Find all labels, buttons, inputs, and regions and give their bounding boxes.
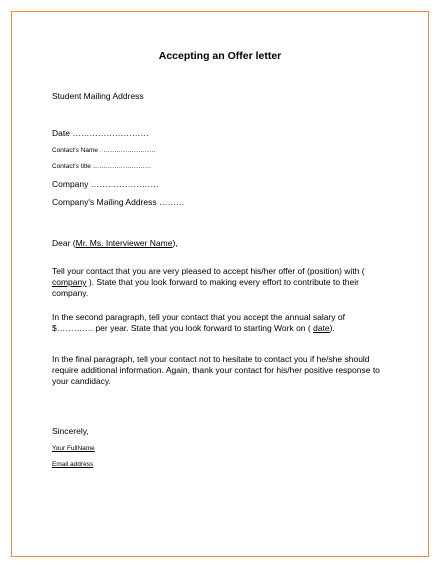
company-mailing-address-line: Company's Mailing Address ……… bbox=[52, 197, 185, 207]
paragraph-salary-text2: ). bbox=[329, 323, 335, 333]
signature-full-name: Your FullName bbox=[52, 445, 95, 452]
paragraph-salary-text1: In the second paragraph, tell your contact that you accept the annual salary of $…………. per year. State that you look forward to starting Work on ( bbox=[52, 312, 345, 333]
interviewer-name: Mr. Ms. Interviewer Name bbox=[75, 238, 173, 248]
contact-name-line: Contact's Name . …………………… bbox=[52, 147, 156, 154]
closing-sincerely: Sincerely, bbox=[52, 426, 89, 436]
salutation bbox=[52, 238, 178, 248]
signature-email: Email address bbox=[52, 461, 94, 468]
date-line: Date ……………………… bbox=[52, 128, 149, 138]
contact-title-line: Contact's title ……………………… bbox=[52, 163, 152, 170]
letter-page bbox=[11, 11, 429, 557]
salutation-suffix: ), bbox=[172, 238, 178, 248]
company-placeholder: company bbox=[52, 277, 87, 287]
paragraph-offer-text1: Tell your contact that you are very pleased to accept his/her offer of (position) with ( bbox=[52, 266, 365, 276]
paragraph-final: In the final paragraph, tell your contact not to hesitate to contact you if he/she should require additional information. Again, thank your contact for his/her positive response to your candidacy. bbox=[52, 354, 380, 386]
paragraph-offer-text2: ). State that you look forward to making every effort to contribute to their company. bbox=[52, 277, 359, 298]
date-placeholder: date bbox=[313, 323, 330, 333]
company-line: Company …………………… bbox=[52, 179, 159, 189]
letter-title: Accepting an Offer letter bbox=[158, 50, 282, 62]
student-mailing-address: Student Mailing Address bbox=[52, 91, 144, 101]
salutation-prefix: Dear ( bbox=[52, 238, 76, 248]
paragraph-offer bbox=[52, 266, 384, 299]
paragraph-salary bbox=[52, 312, 384, 334]
